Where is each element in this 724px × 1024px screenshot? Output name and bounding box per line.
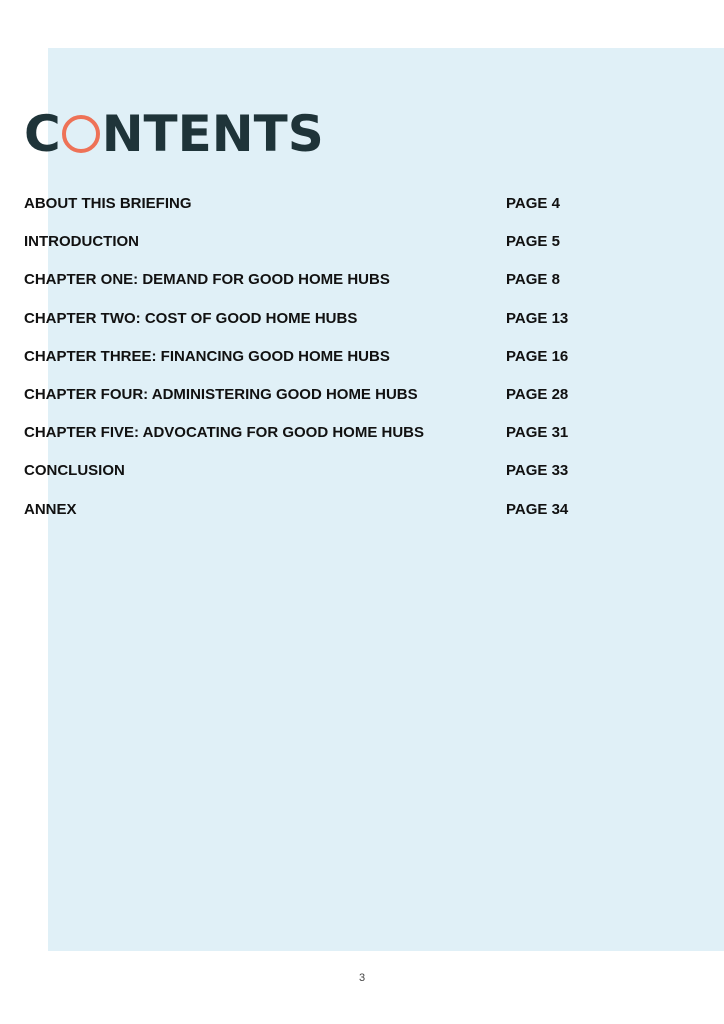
toc-entry-title: CHAPTER FIVE: ADVOCATING FOR GOOD HOME HUBS [24, 424, 425, 442]
heading-first-letter: C [24, 105, 61, 163]
toc-entry-page: PAGE 5 [506, 233, 560, 251]
toc-entry[interactable] [24, 347, 584, 385]
heading-o-ring [62, 115, 100, 153]
toc-entry-page: PAGE 31 [506, 424, 569, 442]
toc-entry-title: ANNEX [24, 500, 77, 518]
toc-entry-title: CHAPTER THREE: FINANCING GOOD HOME HUBS [24, 347, 390, 365]
toc-entry-title: INTRODUCTION [24, 233, 139, 251]
toc-entry-page: PAGE 4 [506, 195, 560, 212]
heading-rest: NTENTS [101, 105, 324, 163]
toc-entry-title: ABOUT THIS BRIEFING [24, 195, 192, 212]
contents-heading [24, 104, 324, 164]
toc-entry-title: CHAPTER TWO: COST OF GOOD HOME HUBS [24, 309, 358, 327]
toc-entry[interactable] [24, 385, 584, 423]
toc-entry-page: PAGE 28 [506, 385, 569, 403]
toc-entry-page: PAGE 34 [506, 500, 569, 518]
toc-entry-page: PAGE 13 [506, 309, 569, 327]
toc-entry[interactable] [24, 232, 584, 270]
toc-entry[interactable] [24, 309, 584, 347]
page-number: 3 [358, 972, 366, 984]
toc-entry-title: CHAPTER ONE: DEMAND FOR GOOD HOME HUBS [24, 271, 390, 289]
toc-entry-page: PAGE 8 [506, 271, 560, 289]
toc-entry[interactable] [24, 461, 584, 499]
toc-entry[interactable] [24, 194, 584, 232]
table-of-contents [24, 194, 584, 538]
toc-entry-page: PAGE 33 [506, 462, 569, 480]
toc-entry-page: PAGE 16 [506, 347, 569, 365]
toc-entry-title: CHAPTER FOUR: ADMINISTERING GOOD HOME HUBS [24, 385, 418, 403]
toc-entry[interactable] [24, 500, 584, 538]
toc-entry-title: CONCLUSION [24, 462, 125, 480]
toc-entry[interactable] [24, 423, 584, 461]
toc-entry[interactable] [24, 270, 584, 308]
